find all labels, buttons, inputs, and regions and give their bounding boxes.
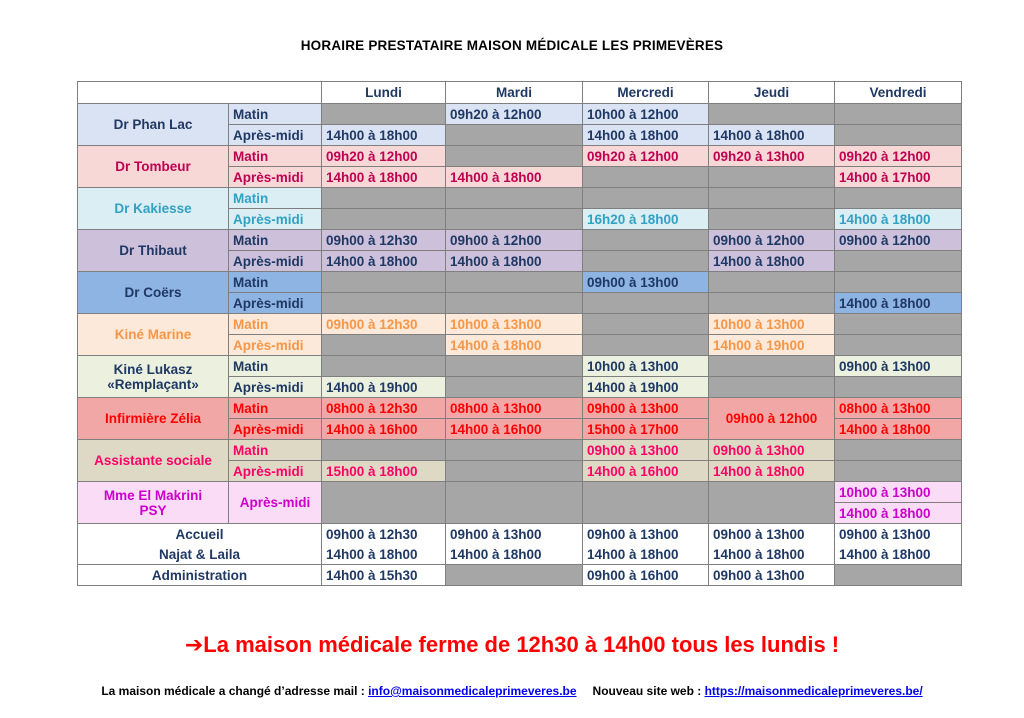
provider-name-text: Infirmière Zélia <box>104 411 202 426</box>
schedule-cell: 09h00 à 12h30 <box>322 230 446 251</box>
provider-name <box>78 188 229 230</box>
provider-row <box>78 188 962 209</box>
provider-row <box>78 272 962 293</box>
schedule-cell <box>446 356 583 377</box>
slot-label: Matin <box>229 188 322 209</box>
schedule-cell <box>583 167 709 188</box>
schedule-cell <box>835 335 962 356</box>
provider-name <box>78 482 229 524</box>
schedule-cell <box>446 125 583 146</box>
provider-row <box>78 440 962 461</box>
schedule-cell <box>709 272 835 293</box>
schedule-cell: 08h00 à 13h00 <box>446 398 583 419</box>
schedule-cell: 08h00 à 12h30 <box>322 398 446 419</box>
schedule-cell <box>709 104 835 125</box>
slot-label: Après-midi <box>229 335 322 356</box>
site-label: Nouveau site web : <box>592 684 705 698</box>
schedule-cell: 14h00 à 18h00 <box>583 125 709 146</box>
schedule-cell <box>322 188 446 209</box>
schedule-cell: 14h00 à 18h00 <box>446 251 583 272</box>
schedule-cell: 14h00 à 15h30 <box>322 565 446 586</box>
schedule-cell: 09h20 à 12h00 <box>322 146 446 167</box>
provider-name <box>78 230 229 272</box>
slot-label: Matin <box>229 230 322 251</box>
footer <box>0 684 1024 698</box>
schedule-cell: 09h00 à 13h00 <box>709 440 835 461</box>
schedule-cell: 09h20 à 13h00 <box>709 146 835 167</box>
provider-name <box>78 398 229 440</box>
schedule-cell <box>446 461 583 482</box>
slot-label: Après-midi <box>229 377 322 398</box>
provider-name-text: Dr Tombeur <box>115 159 191 174</box>
slot-label: Après-midi <box>229 125 322 146</box>
schedule-cell <box>322 335 446 356</box>
slot-label: Après-midi <box>229 419 322 440</box>
schedule-cell: 09h00 à 13h00 <box>583 272 709 293</box>
slot-label: Après-midi <box>229 251 322 272</box>
provider-row <box>78 356 962 377</box>
schedule-cell: 14h00 à 18h00 <box>709 461 835 482</box>
slot-label: Après-midi <box>229 209 322 230</box>
mail-link[interactable]: info@maisonmedicaleprimeveres.be <box>368 684 577 698</box>
schedule-cell: 09h00 à 16h00 <box>583 565 709 586</box>
schedule-cell: 14h00 à 18h00 <box>322 167 446 188</box>
schedule-cell <box>322 356 446 377</box>
schedule-cell: 14h00 à 18h00 <box>709 544 835 565</box>
schedule-cell <box>835 461 962 482</box>
schedule-cell <box>835 125 962 146</box>
schedule-cell: 14h00 à 18h00 <box>322 125 446 146</box>
provider-row <box>78 230 962 251</box>
slot-label: Matin <box>229 356 322 377</box>
provider-row <box>78 104 962 125</box>
provider-name-sub: «Remplaçant» <box>107 376 199 392</box>
closure-notice: ➔La maison médicale ferme de 12h30 à 14h00 tous les lundis ! <box>184 632 840 657</box>
slot-label: Matin <box>229 314 322 335</box>
slot-label: Matin <box>229 104 322 125</box>
schedule-cell: 14h00 à 18h00 <box>446 335 583 356</box>
provider-name-sub: PSY <box>139 502 167 518</box>
accueil-row <box>78 544 962 565</box>
schedule-cell: 14h00 à 18h00 <box>322 544 446 565</box>
schedule-cell: 14h00 à 18h00 <box>835 544 962 565</box>
page-title: HORAIRE PRESTATAIRE MAISON MÉDICALE LES PRIMEVÈRES <box>300 38 724 53</box>
schedule-cell: 09h00 à 13h00 <box>583 398 709 419</box>
schedule-cell <box>709 377 835 398</box>
provider-name <box>78 146 229 188</box>
schedule-cell: 14h00 à 18h00 <box>835 419 962 440</box>
schedule-cell: 09h00 à 13h00 <box>835 524 962 545</box>
schedule-cell <box>446 146 583 167</box>
header-corner <box>78 82 322 104</box>
administration-label: Administration <box>78 565 322 586</box>
schedule-cell: 14h00 à 16h00 <box>322 419 446 440</box>
day-header: Mardi <box>446 82 583 104</box>
schedule-cell <box>835 251 962 272</box>
schedule-cell <box>709 188 835 209</box>
schedule-cell: 14h00 à 16h00 <box>583 461 709 482</box>
slot-label: Après-midi <box>229 167 322 188</box>
schedule-cell: 09h00 à 12h00 <box>709 398 835 440</box>
schedule-cell: 14h00 à 16h00 <box>446 419 583 440</box>
schedule-cell <box>322 293 446 314</box>
schedule-cell: 09h00 à 12h00 <box>709 230 835 251</box>
schedule-cell <box>835 272 962 293</box>
accueil-label: Najat & Laila <box>78 544 322 565</box>
slot-label: Matin <box>229 146 322 167</box>
provider-name-text: Assistante sociale <box>94 453 212 468</box>
schedule-cell: 09h00 à 13h00 <box>709 565 835 586</box>
provider-row <box>78 398 962 419</box>
schedule-cell: 09h00 à 13h00 <box>583 440 709 461</box>
schedule-cell <box>709 167 835 188</box>
schedule-cell <box>835 565 962 586</box>
schedule-cell <box>835 440 962 461</box>
schedule-cell <box>583 251 709 272</box>
schedule-cell <box>583 314 709 335</box>
schedule-cell <box>446 209 583 230</box>
schedule-cell: 09h00 à 13h00 <box>709 524 835 545</box>
schedule-cell: 14h00 à 19h00 <box>583 377 709 398</box>
schedule-cell: 09h00 à 13h00 <box>583 524 709 545</box>
day-header: Vendredi <box>835 82 962 104</box>
schedule-cell <box>583 293 709 314</box>
schedule-cell <box>446 377 583 398</box>
schedule-cell <box>709 209 835 230</box>
schedule-cell: 09h20 à 12h00 <box>583 146 709 167</box>
schedule-cell: 14h00 à 18h00 <box>835 293 962 314</box>
schedule-cell: 14h00 à 18h00 <box>446 167 583 188</box>
schedule-cell: 09h00 à 13h00 <box>446 524 583 545</box>
slot-label: Matin <box>229 272 322 293</box>
mail-label: La maison médicale a changé d’adresse mail : <box>101 684 369 698</box>
schedule-cell <box>709 293 835 314</box>
schedule-cell: 14h00 à 19h00 <box>322 377 446 398</box>
schedule-cell: 14h00 à 18h00 <box>709 125 835 146</box>
schedule-cell: 09h00 à 12h30 <box>322 524 446 545</box>
schedule-table <box>77 81 962 586</box>
provider-name-text: Kiné Lukasz <box>113 361 193 377</box>
day-header: Lundi <box>322 82 446 104</box>
slot-label: Après-midi <box>229 482 322 524</box>
schedule-cell <box>446 440 583 461</box>
schedule-cell <box>583 188 709 209</box>
provider-name-text: Dr Phan Lac <box>113 117 193 132</box>
schedule-cell: 09h20 à 12h00 <box>835 146 962 167</box>
provider-name-text: Kiné Marine <box>114 327 192 342</box>
schedule-cell <box>322 440 446 461</box>
provider-name-text: Dr Thibaut <box>119 243 187 258</box>
schedule-cell: 14h00 à 18h00 <box>835 209 962 230</box>
day-header: Mercredi <box>583 82 709 104</box>
schedule-cell <box>446 188 583 209</box>
site-link[interactable]: https://maisonmedicaleprimeveres.be/ <box>704 684 923 698</box>
schedule-cell: 09h00 à 13h00 <box>835 356 962 377</box>
provider-name <box>78 272 229 314</box>
accueil-row <box>78 524 962 545</box>
header-row <box>78 82 962 104</box>
schedule-cell <box>835 104 962 125</box>
schedule-cell: 09h00 à 12h00 <box>446 230 583 251</box>
schedule-cell <box>835 188 962 209</box>
provider-row <box>78 146 962 167</box>
schedule-cell: 15h00 à 17h00 <box>583 419 709 440</box>
accueil-label: Accueil <box>78 524 322 545</box>
provider-name <box>78 356 229 398</box>
schedule-cell: 14h00 à 19h00 <box>709 335 835 356</box>
schedule-cell <box>583 482 709 524</box>
schedule-cell: 09h00 à 12h00 <box>835 230 962 251</box>
schedule-cell: 08h00 à 13h00 <box>835 398 962 419</box>
slot-label: Après-midi <box>229 461 322 482</box>
schedule-cell <box>322 209 446 230</box>
schedule-cell: 16h20 à 18h00 <box>583 209 709 230</box>
schedule-cell <box>835 377 962 398</box>
schedule-cell <box>835 314 962 335</box>
schedule-cell <box>583 230 709 251</box>
schedule-cell: 10h00 à 13h00 <box>709 314 835 335</box>
slot-label: Matin <box>229 398 322 419</box>
day-header: Jeudi <box>709 82 835 104</box>
schedule-cell <box>709 482 835 524</box>
slot-label: Matin <box>229 440 322 461</box>
schedule-cell: 10h00 à 13h00 <box>835 482 962 503</box>
schedule-cell <box>446 482 583 524</box>
provider-name <box>78 440 229 482</box>
provider-name <box>78 314 229 356</box>
schedule-cell: 10h00 à 12h00 <box>583 104 709 125</box>
schedule-cell <box>709 356 835 377</box>
schedule-cell: 14h00 à 18h00 <box>446 544 583 565</box>
schedule-cell <box>322 272 446 293</box>
provider-name-text: Dr Coërs <box>124 285 182 300</box>
schedule-cell: 15h00 à 18h00 <box>322 461 446 482</box>
provider-row <box>78 314 962 335</box>
schedule-cell <box>446 293 583 314</box>
schedule-cell: 10h00 à 13h00 <box>446 314 583 335</box>
schedule-cell: 14h00 à 18h00 <box>322 251 446 272</box>
schedule-cell: 14h00 à 18h00 <box>835 503 962 524</box>
schedule-cell: 14h00 à 17h00 <box>835 167 962 188</box>
schedule-cell <box>446 565 583 586</box>
schedule-cell <box>322 104 446 125</box>
schedule-cell: 14h00 à 18h00 <box>583 544 709 565</box>
provider-name <box>78 104 229 146</box>
schedule-cell <box>583 335 709 356</box>
schedule-cell <box>446 272 583 293</box>
provider-row <box>78 482 962 503</box>
provider-name-text: Dr Kakiesse <box>114 201 192 216</box>
schedule-cell: 14h00 à 18h00 <box>709 251 835 272</box>
schedule-cell: 09h00 à 12h30 <box>322 314 446 335</box>
schedule-body <box>78 104 962 586</box>
administration-row <box>78 565 962 586</box>
schedule-cell <box>322 482 446 524</box>
schedule-cell: 10h00 à 13h00 <box>583 356 709 377</box>
provider-name-text: Mme El Makrini <box>103 487 203 503</box>
schedule-cell: 09h20 à 12h00 <box>446 104 583 125</box>
slot-label: Après-midi <box>229 293 322 314</box>
